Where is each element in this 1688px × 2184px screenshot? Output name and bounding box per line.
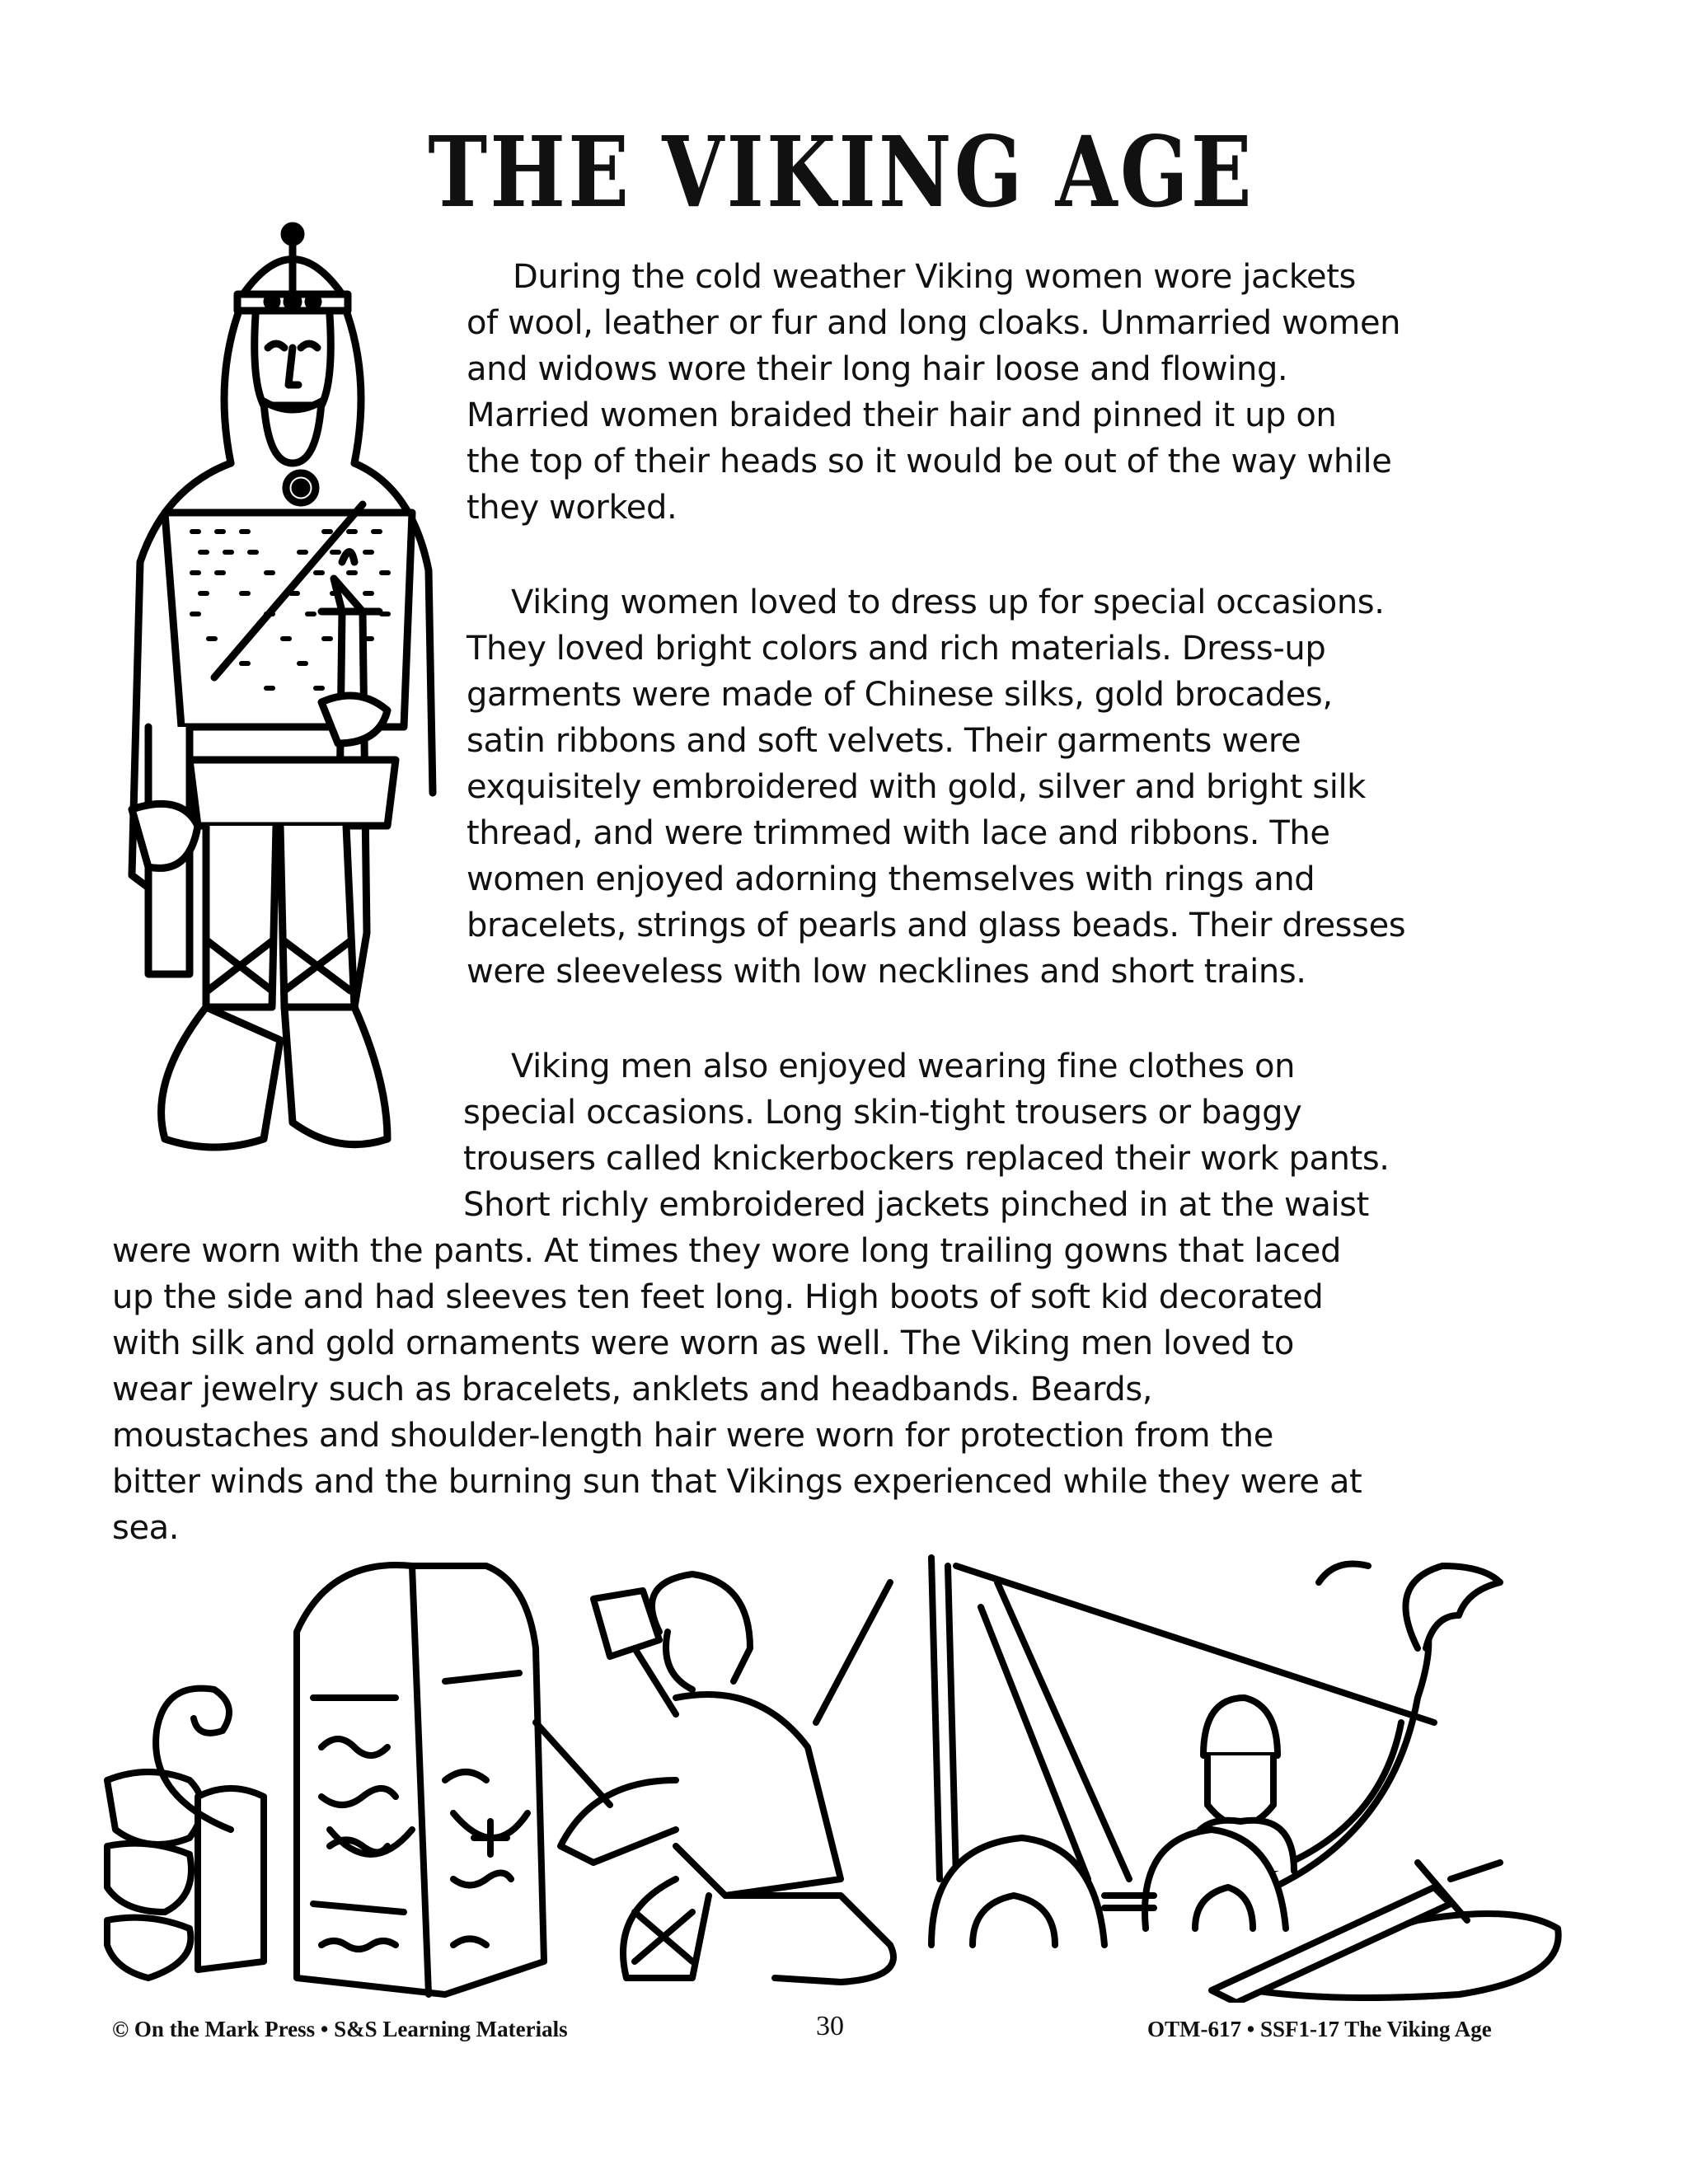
para1-line: the top of their heads so it would be out of the way while bbox=[467, 443, 1392, 480]
para2-line: Viking women loved to dress up for special occasions. bbox=[511, 583, 1385, 621]
page-number: 30 bbox=[816, 2011, 844, 2041]
para3-line: were worn with the pants. At times they wore long trailing gowns that laced bbox=[112, 1232, 1341, 1270]
para1-line: they worked. bbox=[467, 489, 678, 527]
para3-line: Viking men also enjoyed wearing fine clothes on bbox=[511, 1047, 1296, 1085]
para1-line: During the cold weather Viking women wore jackets bbox=[513, 258, 1356, 296]
para3-line: with silk and gold ornaments were worn as well. The Viking men loved to bbox=[112, 1324, 1294, 1362]
para3-line: wear jewelry such as bracelets, anklets and headbands. Beards, bbox=[112, 1371, 1153, 1408]
para3-line: trousers called knickerbockers replaced their work pants. bbox=[463, 1140, 1390, 1178]
para2-line: satin ribbons and soft velvets. Their garments were bbox=[467, 722, 1301, 760]
para3-line: sea. bbox=[112, 1509, 180, 1547]
para2-line: women enjoyed adorning themselves with rings and bbox=[467, 860, 1315, 898]
para1-line: Married women braided their hair and pinned it up on bbox=[467, 396, 1337, 434]
para2-line: were sleeveless with low necklines and short trains. bbox=[467, 953, 1306, 991]
para1-line: and widows wore their long hair loose and flowing. bbox=[467, 350, 1288, 388]
para2-line: thread, and were trimmed with lace and ribbons. The bbox=[467, 814, 1330, 852]
para3-line: moustaches and shoulder-length hair were worn for protection from the bbox=[112, 1417, 1273, 1455]
footer-product-code: OTM-617 • SSF1-17 The Viking Age bbox=[1147, 2017, 1492, 2041]
para3-line: up the side and had sleeves ten feet long. High boots of soft kid decorated bbox=[112, 1278, 1324, 1316]
para2-line: bracelets, strings of pearls and glass beads. Their dresses bbox=[467, 907, 1406, 944]
para2-line: garments were made of Chinese silks, gold brocades, bbox=[467, 676, 1333, 714]
para1-line: of wool, leather or fur and long cloaks. Unmarried women bbox=[467, 304, 1401, 342]
rune-stone-longship-illustration bbox=[99, 1533, 1582, 2003]
para3-line: Short richly embroidered jackets pinched in at the waist bbox=[463, 1186, 1369, 1224]
para3-line: special occasions. Long skin-tight trousers or baggy bbox=[463, 1094, 1302, 1132]
para2-line: exquisitely embroidered with gold, silver and bright silk bbox=[467, 768, 1366, 806]
para2-line: They loved bright colors and rich materials. Dress-up bbox=[467, 630, 1326, 668]
footer-copyright: © On the Mark Press • S&S Learning Materials bbox=[112, 2017, 568, 2041]
page-title: THE VIKING AGE bbox=[428, 115, 1254, 229]
viking-warrior-illustration bbox=[115, 216, 445, 1197]
para3-line: bitter winds and the burning sun that Vikings experienced while they were at bbox=[112, 1463, 1362, 1501]
